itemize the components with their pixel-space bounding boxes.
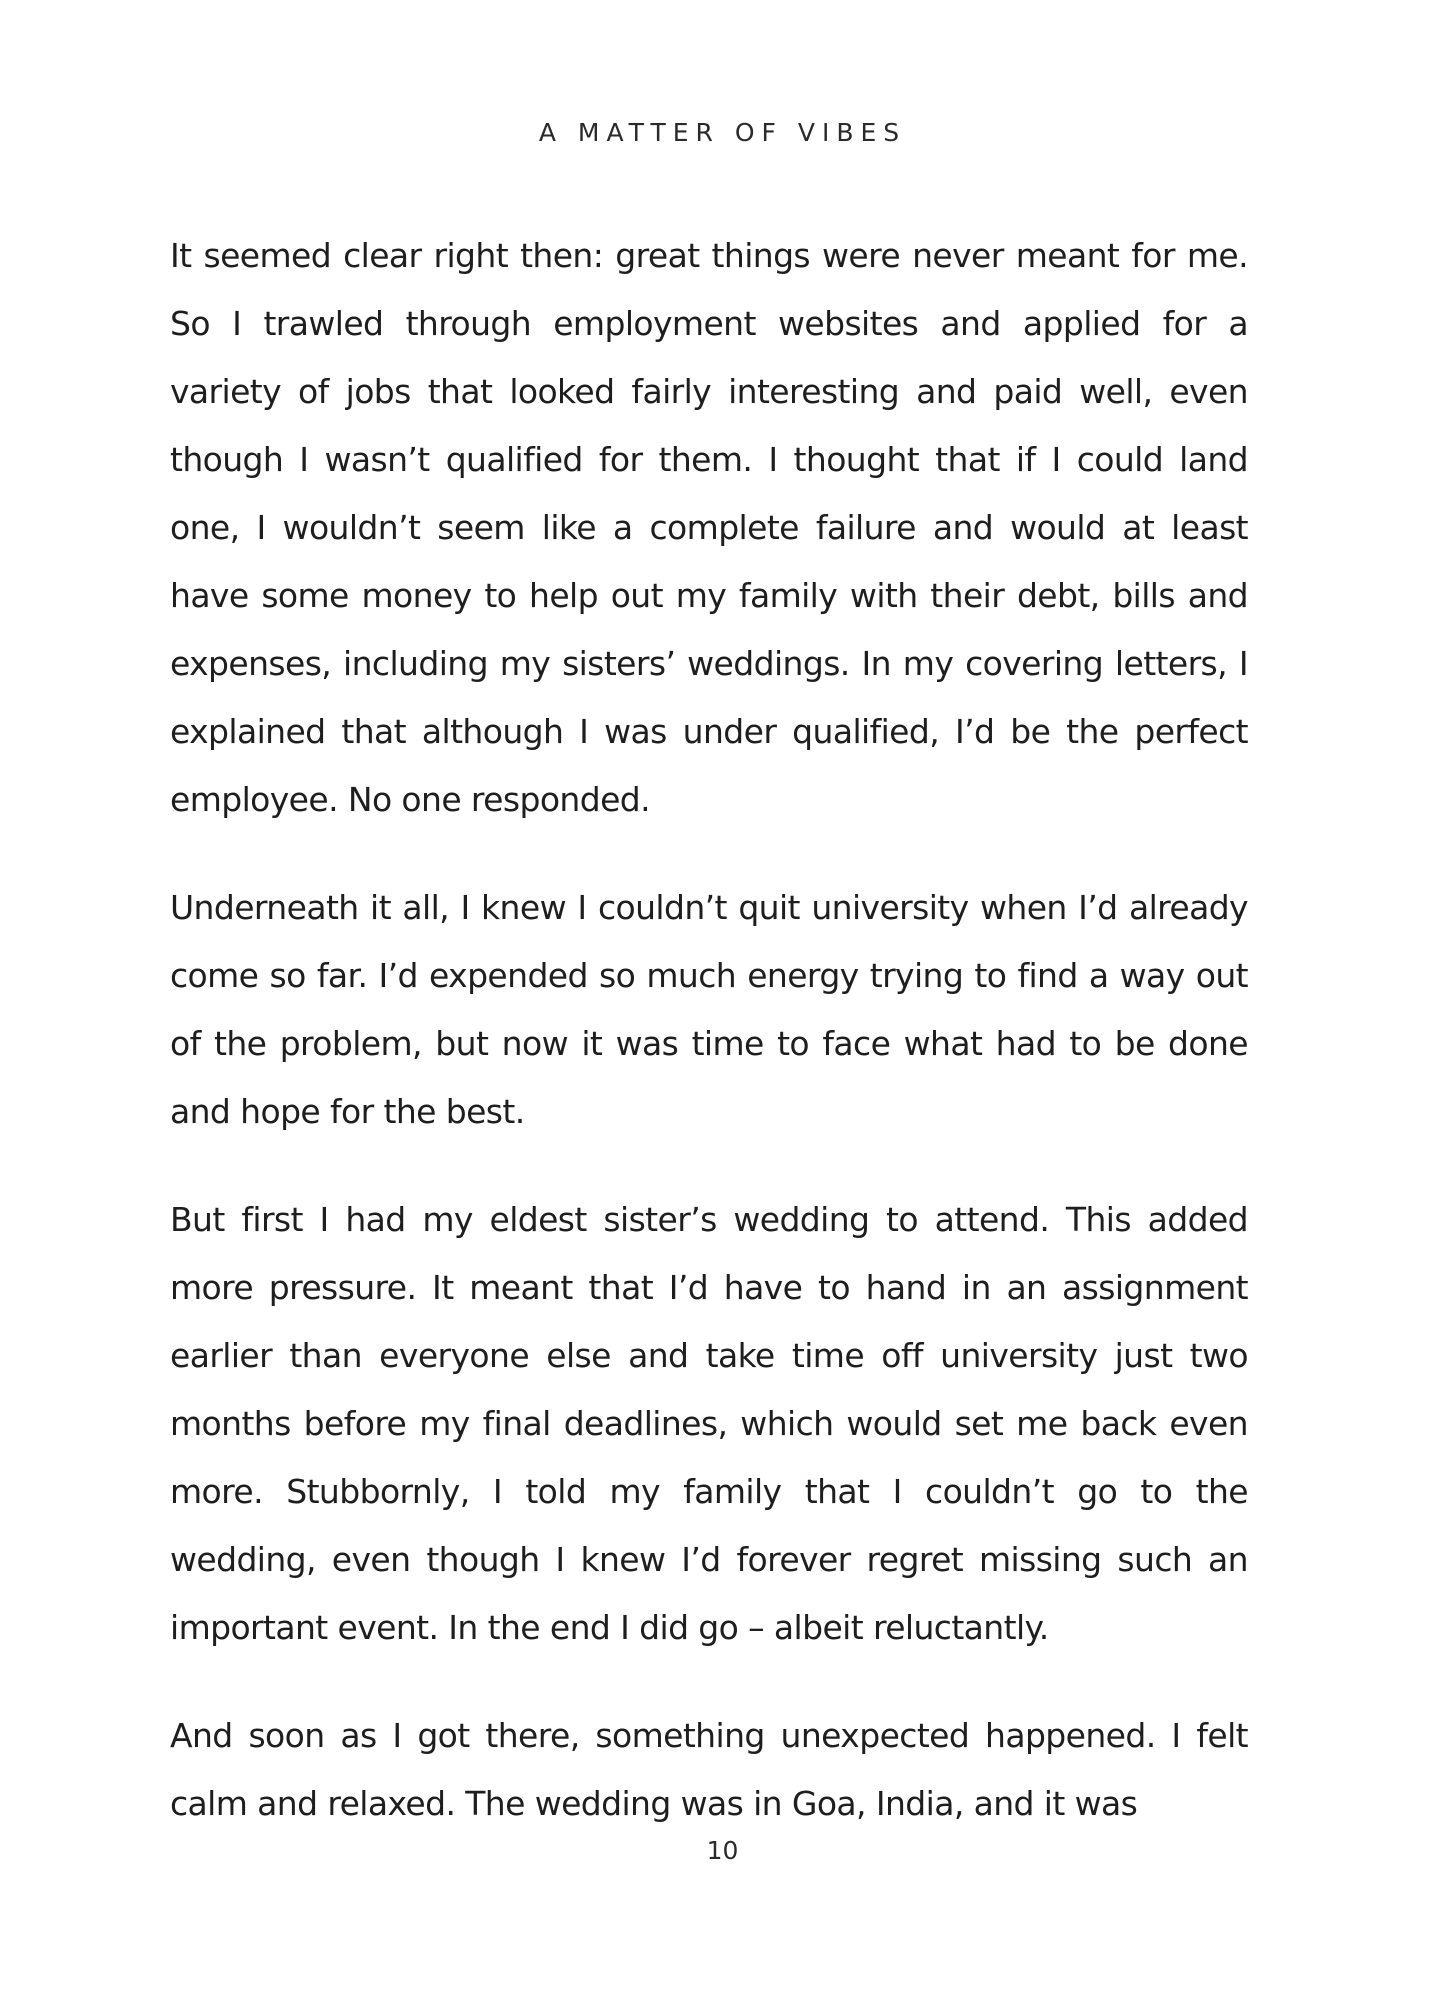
paragraph: Underneath it all, I knew I couldn’t quit university when I’d already come so far. I’d expended so much energy trying to find a way out of the problem, but now it was time to face what had to be done and hope for the best.: [170, 888, 1248, 1131]
running-head: A MATTER OF VIBES: [538, 118, 907, 147]
body-text: [170, 222, 1248, 1878]
paragraph: It seemed clear right then: great things were never meant for me. So I trawled through employment websites and applied for a variety of jobs that looked fairly interesting and paid well, even though I wasn’t qualified for them. I thought that if I could land one, I wouldn’t seem like a complete failure and would at least have some money to help out my family with their debt, bills and expenses, including my sisters’ weddings. In my covering letters, I explained that although I was under qualified, I’d be the perfect employee. No one responded.: [170, 236, 1248, 819]
page-number: 10: [706, 1836, 739, 1865]
paragraph: And soon as I got there, something unexpected happened. I felt calm and relaxed. The wedding was in Goa, India, and it was: [170, 1716, 1248, 1823]
paragraph: But first I had my eldest sister’s wedding to attend. This added more pressure. It meant that I’d have to hand in an assignment earlier than everyone else and take time off university just two months before my final deadlines, which would set me back even more. Stubbornly, I told my family that I couldn’t go to the wedding, even though I knew I’d forever regret missing such an important event. In the end I did go – albeit reluctantly.: [170, 1200, 1248, 1647]
